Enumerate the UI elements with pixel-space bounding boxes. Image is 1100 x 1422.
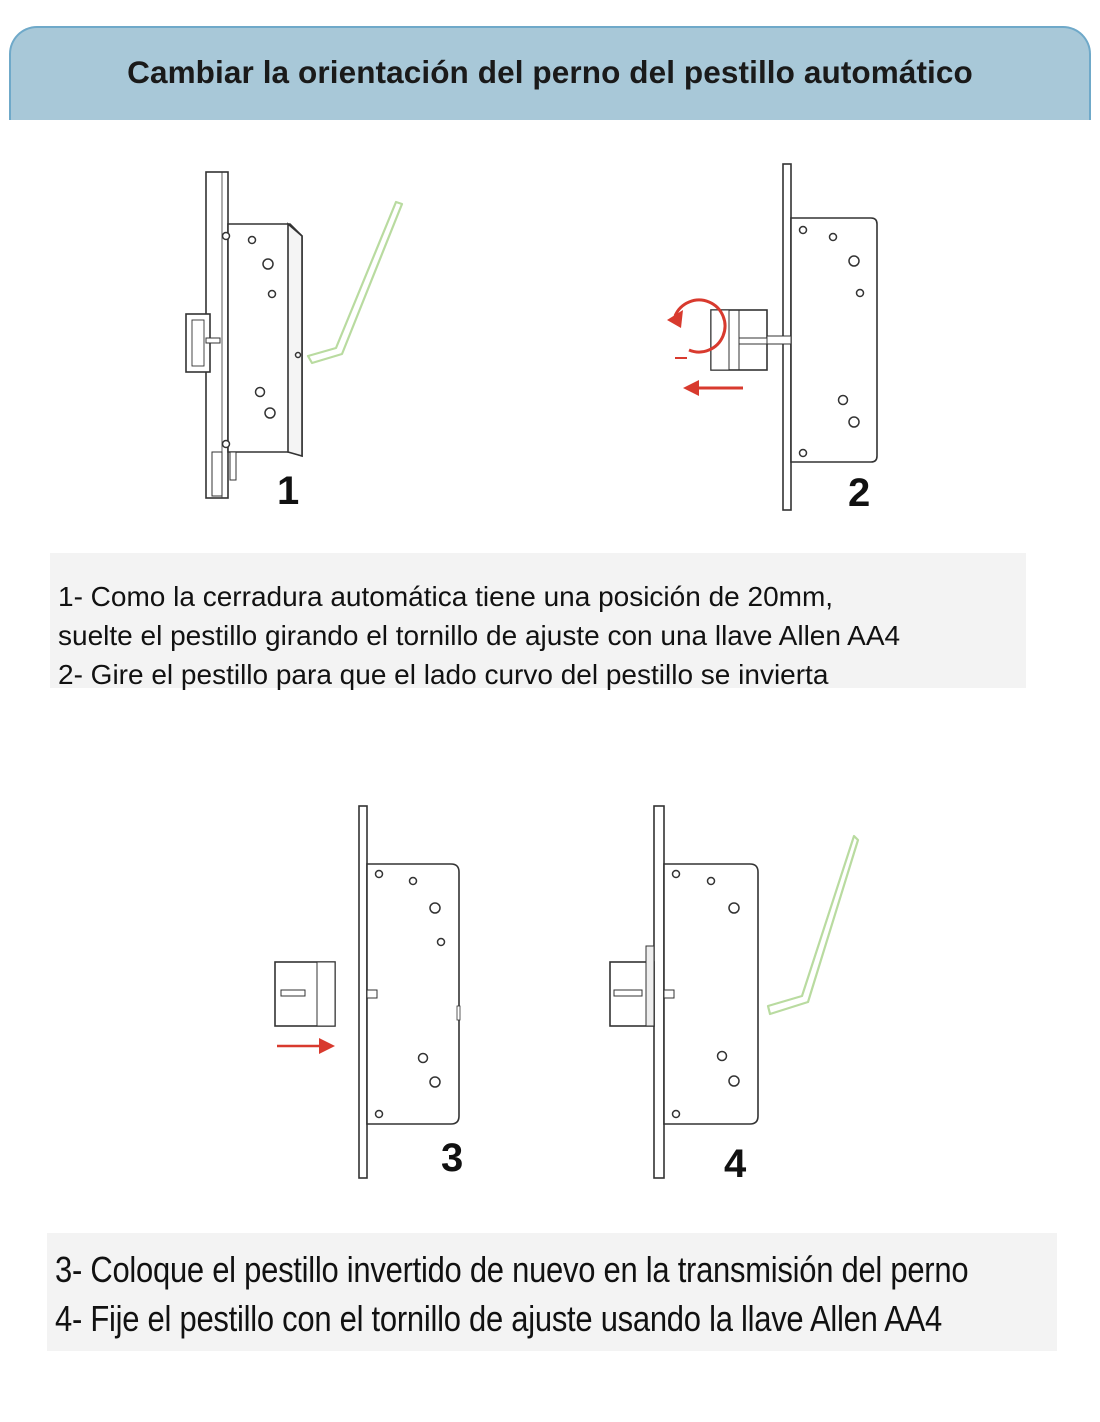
figure-4-number: 4 (724, 1142, 747, 1186)
instruction-line: 1- Como la cerradura automática tiene una posición de 20mm, (58, 581, 834, 612)
title-banner (9, 26, 1091, 120)
figure-3-number: 3 (441, 1136, 464, 1180)
instruction-line: suelte el pestillo girando el tornillo de ajuste con una llave Allen AA4 (58, 620, 901, 651)
instruction-line: 4- Fije el pestillo con el tornillo de ajuste usando la llave Allen AA4 (55, 1298, 942, 1339)
page-title: Cambiar la orientación del perno del pestillo automático (127, 54, 973, 90)
instructions-bottom (47, 1233, 1057, 1351)
right-arrow-icon (277, 1038, 335, 1054)
figure-2-number: 2 (848, 471, 871, 515)
figure-3-diagram (265, 800, 485, 1185)
instruction-line: 2- Gire el pestillo para que el lado curvo del pestillo se invierta (58, 659, 829, 690)
figure-2-diagram (655, 160, 895, 515)
instructions-top (50, 553, 1026, 688)
instruction-line: 3- Coloque el pestillo invertido de nuevo en la transmisión del perno (55, 1249, 969, 1290)
figure-1-diagram (170, 160, 430, 505)
figure-1-number: 1 (277, 469, 300, 513)
allen-key-icon (308, 202, 402, 363)
allen-key-icon (768, 836, 858, 1014)
left-arrow-icon (683, 380, 743, 396)
figure-4-diagram (600, 800, 870, 1185)
